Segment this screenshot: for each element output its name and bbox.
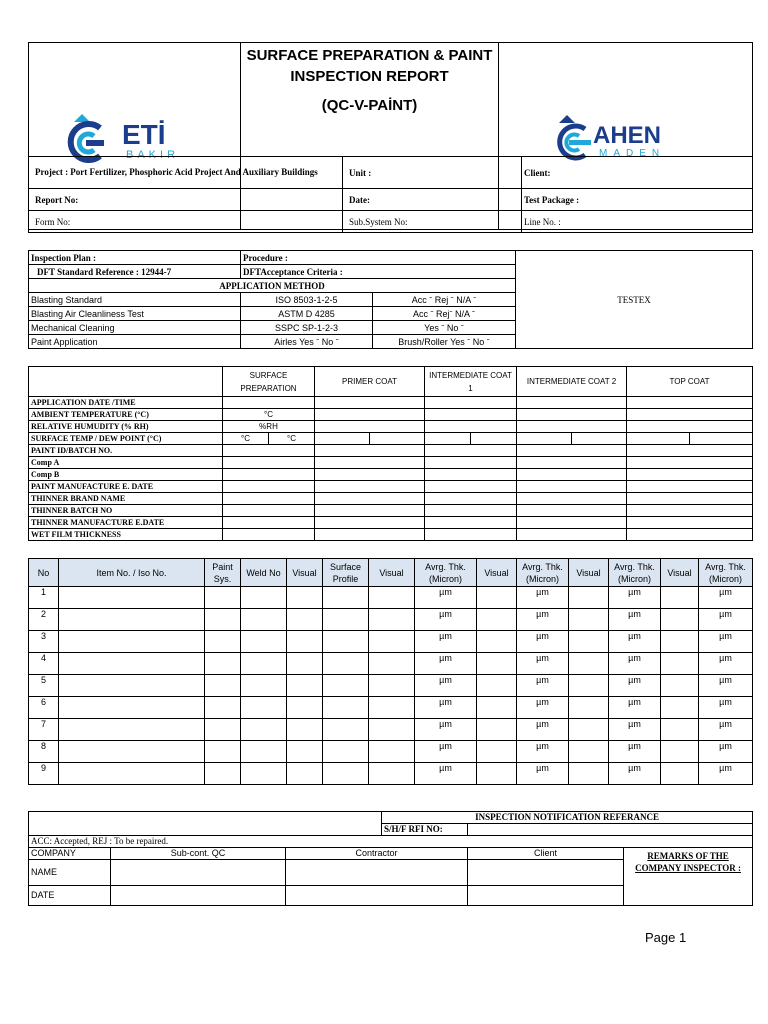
table-cell[interactable] [477, 653, 517, 675]
table-cell[interactable] [661, 719, 699, 741]
col-avg-thk: Avrg. Thk. (Micron) [517, 559, 569, 587]
table-cell[interactable] [369, 763, 415, 785]
col-visual: Visual [569, 559, 609, 587]
table-cell[interactable] [287, 697, 323, 719]
table-cell[interactable] [569, 763, 609, 785]
testex-cell: TESTEX [516, 251, 753, 349]
dft-standard-label: DFT Standard Reference : 12944-7 [29, 265, 241, 279]
test-package-field: Test Package : [522, 189, 753, 211]
table-cell[interactable] [661, 697, 699, 719]
table-cell[interactable] [323, 653, 369, 675]
unit-field: Unit : [343, 157, 522, 189]
col-paint-sys: Paint Sys. [205, 559, 241, 587]
table-cell[interactable] [241, 741, 287, 763]
table-cell[interactable] [569, 609, 609, 631]
table-cell[interactable] [477, 697, 517, 719]
table-cell[interactable] [323, 587, 369, 609]
report-no-field: Report No: [29, 189, 343, 211]
table-cell[interactable] [59, 697, 205, 719]
col-avg-thk: Avrg. Thk. (Micron) [415, 559, 477, 587]
sub-cont-heading: Sub-cont. QC [111, 848, 286, 860]
thickness-unit: µm [415, 741, 477, 763]
table-cell[interactable] [59, 741, 205, 763]
row-number: 7 [29, 719, 59, 741]
client-field: Client: [522, 157, 753, 189]
thickness-unit: µm [609, 697, 661, 719]
plan-row-label: Blasting Standard [29, 293, 241, 307]
thickness-unit: µm [699, 763, 753, 785]
coat-row-label: THINNER BRAND NAME [29, 493, 223, 505]
table-cell[interactable] [287, 587, 323, 609]
eti-logo-text: ETİ [121, 119, 166, 150]
coat-row-label: Comp B [29, 469, 223, 481]
table-cell[interactable] [477, 719, 517, 741]
thickness-unit: µm [415, 763, 477, 785]
table-row [29, 697, 753, 719]
table-cell[interactable] [569, 631, 609, 653]
thickness-unit: µm [517, 587, 569, 609]
svg-text:BAKIR: BAKIR [125, 149, 179, 161]
items-header-row [29, 559, 753, 587]
plan-row-label: Mechanical Cleaning [29, 321, 241, 335]
coat-header-primer: PRIMER COAT [315, 367, 425, 397]
unit-celsius: °C [223, 433, 269, 445]
table-row [29, 763, 753, 785]
table-cell[interactable] [369, 587, 415, 609]
table-cell[interactable] [59, 675, 205, 697]
table-row [29, 719, 753, 741]
line-no-field: Line No. : [522, 211, 753, 233]
title-code: (QC-V-PAİNT) [321, 97, 418, 114]
table-cell[interactable] [661, 653, 699, 675]
table-cell[interactable] [661, 609, 699, 631]
table-cell[interactable] [569, 719, 609, 741]
coat-row-label: RELATIVE HUMUDITY (% RH) [29, 421, 223, 433]
table-cell[interactable] [205, 631, 241, 653]
table-cell[interactable] [661, 741, 699, 763]
thickness-unit: µm [517, 697, 569, 719]
col-no: No [29, 559, 59, 587]
ahen-logo-text: AHEN [592, 122, 661, 149]
thickness-unit: µm [609, 719, 661, 741]
table-row [29, 675, 753, 697]
table-cell[interactable] [241, 631, 287, 653]
table-row [29, 609, 753, 631]
table-cell[interactable] [287, 609, 323, 631]
table-cell[interactable] [323, 763, 369, 785]
row-number: 5 [29, 675, 59, 697]
thickness-unit: µm [415, 609, 477, 631]
table-cell[interactable] [287, 763, 323, 785]
thickness-unit: µm [699, 609, 753, 631]
table-cell[interactable] [369, 719, 415, 741]
table-cell[interactable] [205, 675, 241, 697]
coat-row-label: THINNER MANUFACTURE E.DATE [29, 517, 223, 529]
table-cell[interactable] [287, 741, 323, 763]
client-name-field[interactable] [468, 860, 624, 886]
table-cell[interactable] [287, 653, 323, 675]
plan-row-standard: ISO 8503-1-2-5 [241, 293, 373, 307]
table-cell[interactable] [369, 675, 415, 697]
thickness-unit: µm [699, 675, 753, 697]
page-number: Page 1 [645, 930, 687, 945]
thickness-unit: µm [517, 631, 569, 653]
unit-rh: %RH [223, 421, 315, 433]
table-cell[interactable] [205, 697, 241, 719]
thickness-unit: µm [415, 631, 477, 653]
table-cell[interactable] [661, 631, 699, 653]
thickness-unit: µm [609, 741, 661, 763]
table-cell[interactable] [323, 631, 369, 653]
name-label: NAME [29, 860, 111, 886]
row-number: 3 [29, 631, 59, 653]
row-number: 6 [29, 697, 59, 719]
remarks-inspector: REMARKS OF THE COMPANY INSPECTOR : [624, 848, 753, 906]
thickness-unit: µm [609, 763, 661, 785]
thickness-unit: µm [609, 675, 661, 697]
plan-row-result: Brush/Roller Yes ˉ No ˉ [373, 335, 516, 349]
company-heading: COMPANY [29, 848, 111, 860]
thickness-unit: µm [415, 697, 477, 719]
table-cell[interactable] [205, 609, 241, 631]
ahen-logo-icon [541, 111, 711, 161]
plan-row-label: Blasting Air Cleanliness Test [29, 307, 241, 321]
table-cell[interactable] [59, 609, 205, 631]
table-cell[interactable] [369, 697, 415, 719]
table-cell[interactable] [477, 741, 517, 763]
coat-row-label: PAINT MANUFACTURE E. DATE [29, 481, 223, 493]
sub-cont-name-field[interactable] [111, 860, 286, 886]
table-cell[interactable] [323, 609, 369, 631]
table-cell[interactable] [661, 763, 699, 785]
row-number: 2 [29, 609, 59, 631]
table-cell[interactable] [241, 653, 287, 675]
coat-header-top: TOP COAT [627, 367, 753, 397]
coat-row-label: SURFACE TEMP / DEW POINT (°C) [29, 433, 223, 445]
coat-table [28, 366, 753, 541]
acc-note: ACC: Accepted, REJ : To be repaired. [29, 836, 753, 848]
plan-row-result: Yes ˉ No ˉ [373, 321, 516, 335]
table-cell[interactable] [241, 587, 287, 609]
table-cell[interactable] [369, 631, 415, 653]
table-cell[interactable] [477, 587, 517, 609]
thickness-unit: µm [517, 719, 569, 741]
row-number: 4 [29, 653, 59, 675]
table-cell[interactable] [287, 631, 323, 653]
table-cell[interactable] [205, 587, 241, 609]
thickness-unit: µm [517, 741, 569, 763]
coat-header-intermediate-2: INTERMEDIATE COAT 2 [517, 367, 627, 397]
thickness-unit: µm [415, 653, 477, 675]
plan-row-standard: ASTM D 4285 [241, 307, 373, 321]
coat-row-label: WET FILM THICKNESS [29, 529, 223, 541]
table-cell[interactable] [369, 653, 415, 675]
coat-row-label: APPLICATION DATE /TIME [29, 397, 223, 409]
thickness-unit: µm [415, 719, 477, 741]
inspection-plan-label: Inspection Plan : [29, 251, 241, 265]
table-cell[interactable] [59, 631, 205, 653]
table-cell[interactable] [369, 741, 415, 763]
col-surface-profile: Surface Profile [323, 559, 369, 587]
col-visual: Visual [369, 559, 415, 587]
coat-row-label: THINNER BATCH NO [29, 505, 223, 517]
table-cell[interactable] [59, 653, 205, 675]
coat-row-label: AMBIENT TEMPERATURE (°C) [29, 409, 223, 421]
date-label: DATE [29, 886, 111, 906]
form-no-field: Form No: [29, 211, 343, 233]
date-field: Date: [343, 189, 522, 211]
sub-system-no-field: Sub.System No: [343, 211, 522, 233]
plan-row-result: Acc ˉ Rej ˉ N/A ˉ [373, 293, 516, 307]
table-cell[interactable] [205, 719, 241, 741]
procedure-label: Procedure : [241, 251, 516, 265]
thickness-unit: µm [699, 587, 753, 609]
table-cell[interactable] [241, 763, 287, 785]
table-cell[interactable] [323, 741, 369, 763]
project-info-table [28, 156, 753, 233]
coat-row-label: PAINT ID/BATCH NO. [29, 445, 223, 457]
thickness-unit: µm [517, 763, 569, 785]
col-visual: Visual [477, 559, 517, 587]
contractor-date-field[interactable] [286, 886, 468, 906]
table-cell[interactable] [59, 719, 205, 741]
table-cell[interactable] [569, 675, 609, 697]
sub-cont-date-field[interactable] [111, 886, 286, 906]
footer-table [28, 811, 753, 906]
client-heading: Client [468, 848, 624, 860]
project-field: Project : Port Fertilizer, Phosphoric Acid Project And Auxiliary Buildings [29, 157, 343, 189]
table-cell[interactable] [661, 587, 699, 609]
plan-row-label: Paint Application [29, 335, 241, 349]
table-cell[interactable] [287, 675, 323, 697]
table-cell[interactable] [205, 741, 241, 763]
table-cell[interactable] [205, 763, 241, 785]
row-number: 9 [29, 763, 59, 785]
table-cell[interactable] [369, 609, 415, 631]
col-visual: Visual [661, 559, 699, 587]
title-line-2: INSPECTION REPORT [290, 68, 449, 85]
table-cell[interactable] [205, 653, 241, 675]
col-avg-thk: Avrg. Thk. (Micron) [609, 559, 661, 587]
table-cell[interactable] [241, 609, 287, 631]
table-row [29, 587, 753, 609]
coat-header-surface: SURFACE PREPARATION [223, 367, 315, 397]
thickness-unit: µm [699, 697, 753, 719]
table-cell[interactable] [323, 719, 369, 741]
table-row [29, 741, 753, 763]
table-cell[interactable] [477, 763, 517, 785]
inspection-plan-table [28, 250, 753, 349]
table-cell[interactable] [569, 587, 609, 609]
contractor-heading: Contractor [286, 848, 468, 860]
thickness-unit: µm [415, 675, 477, 697]
table-cell[interactable] [323, 697, 369, 719]
client-date-field[interactable] [468, 886, 624, 906]
coat-row-label: Comp A [29, 457, 223, 469]
table-cell[interactable] [477, 631, 517, 653]
thickness-unit: µm [609, 631, 661, 653]
thickness-unit: µm [517, 653, 569, 675]
thickness-unit: µm [609, 609, 661, 631]
thickness-unit: µm [699, 653, 753, 675]
col-item-no: Item No. / Iso No. [59, 559, 205, 587]
plan-row-result: Acc ˉ Rejˉ N/A ˉ [373, 307, 516, 321]
table-cell[interactable] [477, 675, 517, 697]
thickness-unit: µm [699, 719, 753, 741]
table-cell[interactable] [569, 653, 609, 675]
thickness-unit: µm [517, 675, 569, 697]
plan-row-standard: SSPC SP-1-2-3 [241, 321, 373, 335]
row-number: 8 [29, 741, 59, 763]
table-row [29, 631, 753, 653]
rfi-label: S/H/F RFI NO: [382, 824, 468, 836]
thickness-unit: µm [517, 609, 569, 631]
table-row [29, 653, 753, 675]
table-cell[interactable] [323, 675, 369, 697]
thickness-unit: µm [415, 587, 477, 609]
table-cell[interactable] [241, 719, 287, 741]
table-cell[interactable] [661, 675, 699, 697]
thickness-unit: µm [699, 631, 753, 653]
table-cell[interactable] [241, 697, 287, 719]
application-method-heading: APPLICATION METHOD [29, 279, 516, 293]
table-cell[interactable] [59, 587, 205, 609]
col-avg-thk: Avrg. Thk. (Micron) [699, 559, 753, 587]
table-cell[interactable] [477, 609, 517, 631]
svg-text:MADEN: MADEN [598, 148, 665, 159]
row-number: 1 [29, 587, 59, 609]
notification-heading: INSPECTION NOTIFICATION REFERANCE [382, 812, 753, 824]
table-cell[interactable] [569, 741, 609, 763]
table-cell[interactable] [287, 719, 323, 741]
table-cell[interactable] [241, 675, 287, 697]
unit-celsius: °C [223, 409, 315, 421]
table-cell[interactable] [59, 763, 205, 785]
table-cell[interactable] [569, 697, 609, 719]
plan-row-standard: Airles Yes ˉ No ˉ [241, 335, 373, 349]
col-visual: Visual [287, 559, 323, 587]
thickness-unit: µm [609, 587, 661, 609]
items-table [28, 558, 753, 785]
contractor-name-field[interactable] [286, 860, 468, 886]
unit-celsius: °C [269, 433, 315, 445]
thickness-unit: µm [699, 741, 753, 763]
coat-header-intermediate-1: INTERMEDIATE COAT 1 [425, 367, 517, 397]
title-line-1: SURFACE PREPARATION & PAINT [246, 47, 493, 64]
thickness-unit: µm [609, 653, 661, 675]
dft-acceptance-label: DFTAcceptance Criteria : [241, 265, 516, 279]
col-weld-no: Weld No [241, 559, 287, 587]
